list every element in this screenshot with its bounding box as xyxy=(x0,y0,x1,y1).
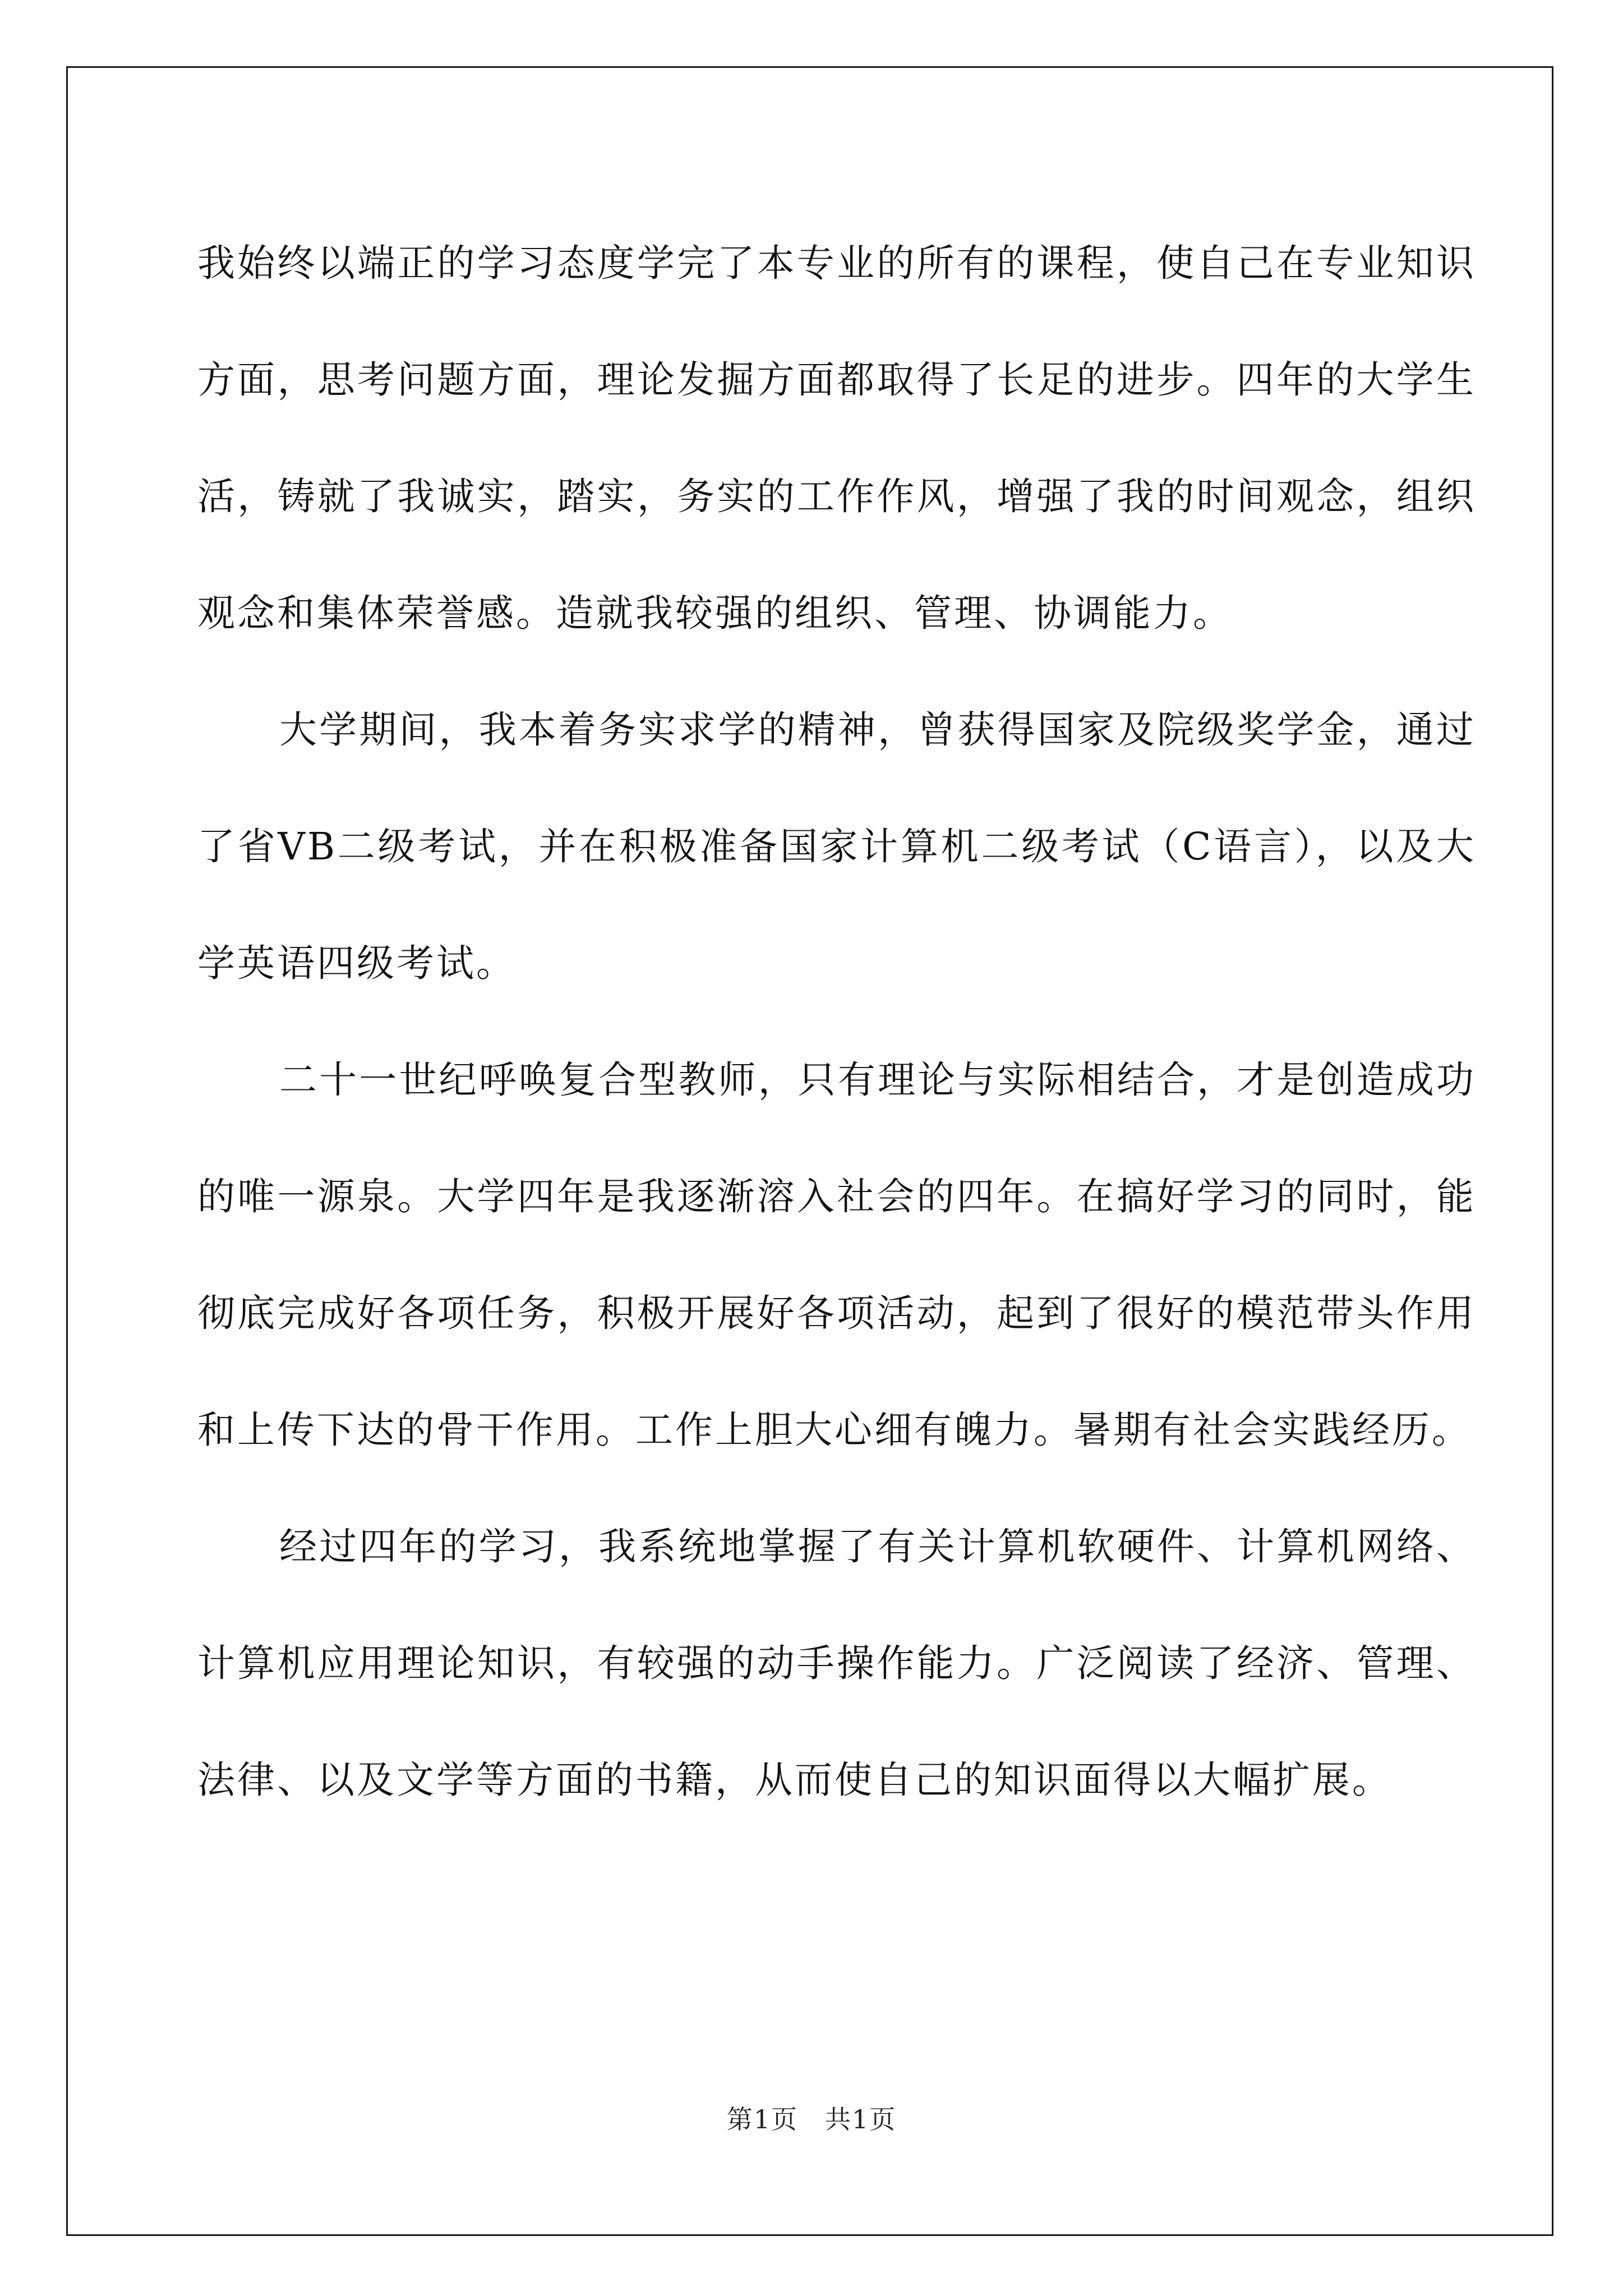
document-body xyxy=(197,205,1476,1838)
paragraph-1: 我始终以端正的学习态度学完了本专业的所有的课程，使自己在专业知识方面，思考问题方面，理论发掘方面都取得了长足的进步。四年的大学生活，铸就了我诚实，踏实，务实的工作作风，增强了我的时间观念，组织观念和集体荣誉感。造就我较强的组织、管理、协调能力。 xyxy=(197,241,1476,635)
paragraph-2: 大学期间，我本着务实求学的精神，曾获得国家及院级奖学金，通过了省VB二级考试，并在积极准备国家计算机二级考试（C语言），以及大学英语四级考试。 xyxy=(197,708,1476,985)
paragraph-4: 经过四年的学习，我系统地掌握了有关计算机软硬件、计算机网络、计算机应用理论知识，有较强的动手操作能力。广泛阅读了经济、管理、法律、以及文学等方面的书籍，从而使自己的知识面得以大幅扩展。 xyxy=(197,1525,1476,1802)
page-number-footer: 第1页 共1页 xyxy=(726,2104,897,2134)
paragraph-3: 二十一世纪呼唤复合型教师，只有理论与实际相结合，才是创造成功的唯一源泉。大学四年是我逐渐溶入社会的四年。在搞好学习的同时，能彻底完成好各项任务，积极开展好各项活动，起到了很好的模范带头作用和上传下达的骨干作用。工作上胆大心细有魄力。暑期有社会实践经历。 xyxy=(197,1058,1476,1452)
